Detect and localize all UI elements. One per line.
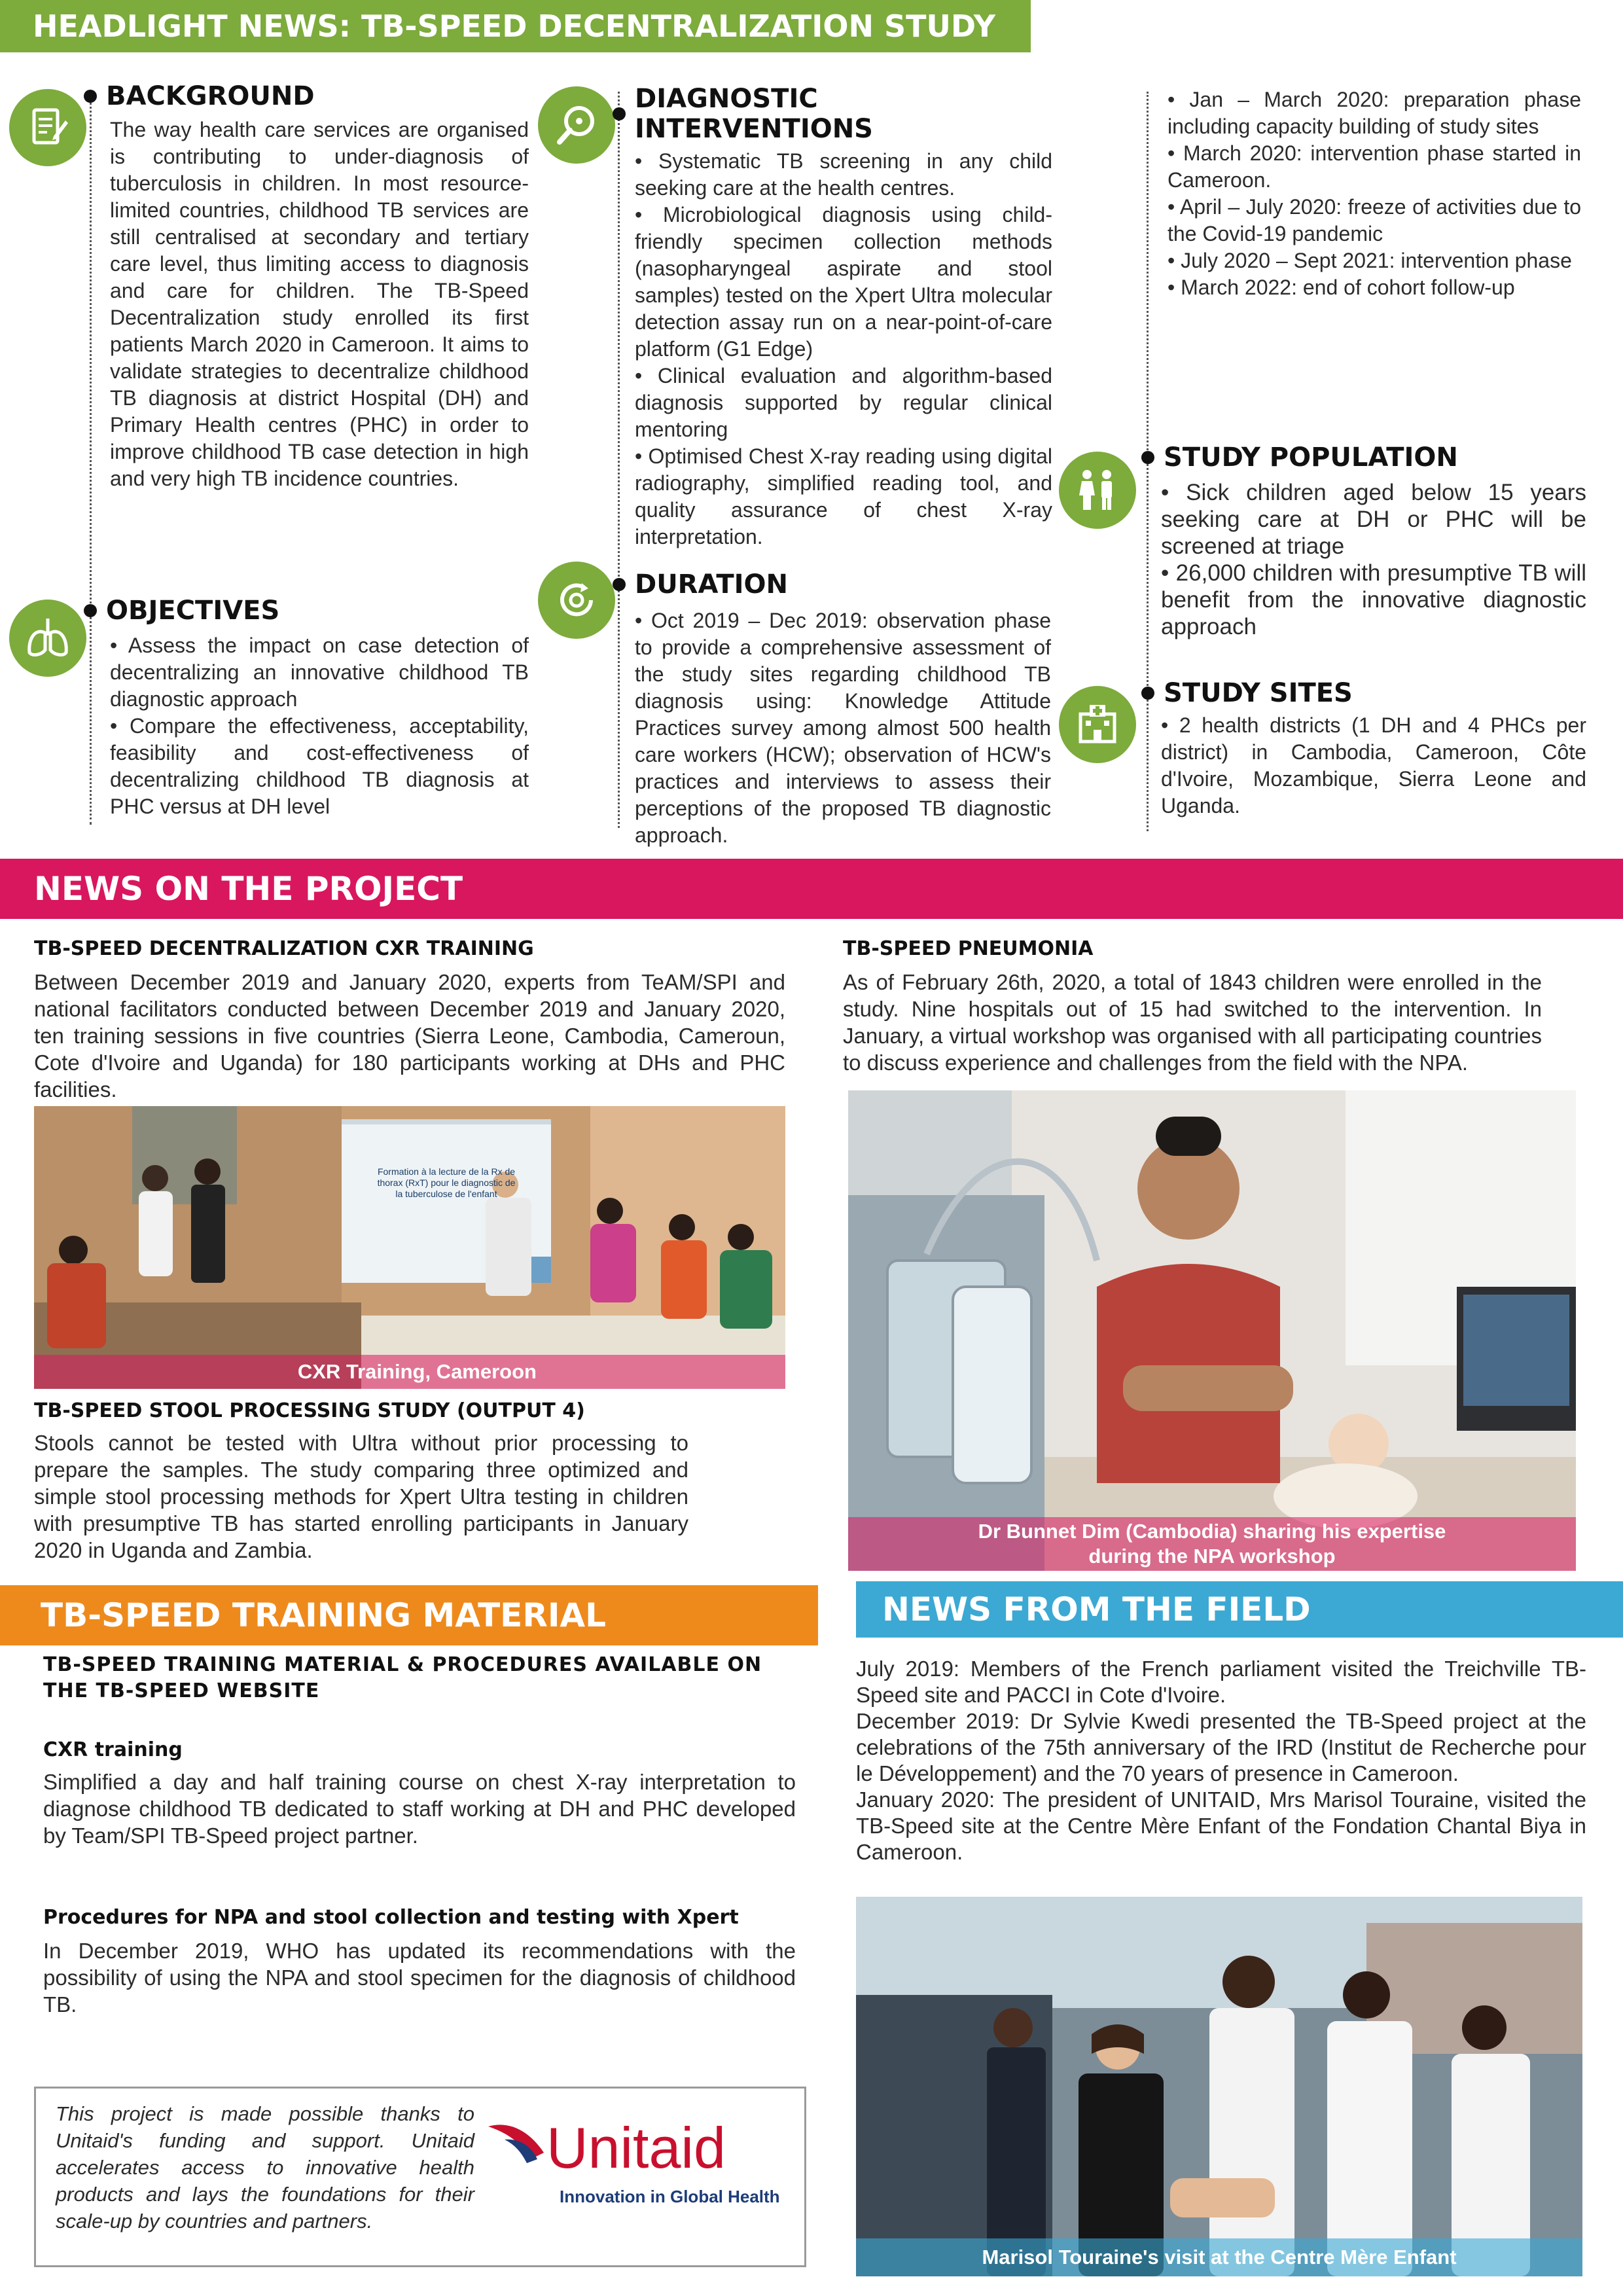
bullet-dot [1141,451,1154,464]
background-section [84,81,529,492]
field-news-text [856,1656,1586,1865]
sites-heading: STUDY SITES [1164,678,1353,708]
field-news-item: January 2020: The president of UNITAID, Mrs Marisol Touraine, visited the TB-Speed site at the Centre Mère Enfant of the Fondation Chantal Biya in Cameroon. [856,1787,1586,1864]
bullet-dot [84,90,97,103]
sites-item: • 2 health districts (1 DH and 4 PHCs per district) in Cambodia, Cameroon, Côte d'Ivoire, Mozambique, Sierra Leone and Uganda. [1161,713,1586,817]
population-heading: STUDY POPULATION [1164,442,1458,473]
clock-icon [538,562,615,639]
background-text: The way health care services are organised is contributing to under-diagnosis of tuberculosis in children. In most resource-limited countries, childhood TB services are still centralised at secondary and tertiary care level, thus limiting access to diagnosis and care for children. The TB-Speed Decentralization study enrolled its first patients March 2020 in Cameroon. It aims to validate strategies to decentralize childhood TB diagnosis at district Hospital (DH) and Primary Health centres (PHC) in order to improve childhood TB case detection in high and very high TB incidence countries. [110,118,529,490]
npa-workshop-photo [848,1090,1576,1571]
family-icon [1059,452,1136,529]
field-news-item: December 2019: Dr Sylvie Kwedi presented the TB-Speed project at the celebrations of the 75th anniversary of the IRD (Institut de Recherche pour le Développement) and the 70 years of presence in Cameroon. [856,1709,1586,1785]
diagnostic-item: • Clinical evaluation and algorithm-based diagnosis supported by regular clinical mentoring [635,364,1052,441]
bullet-dot [84,604,97,617]
cxr-training-material-text: Simplified a day and half training course on chest X-ray interpretation to diagnose childhood TB dedicated to staff working at DH and PHC developed by Team/SPI TB-Speed project partner. [43,1770,796,1848]
unitaid-logo-text: Unitaid [546,2115,726,2180]
headlight-banner [0,0,1031,52]
training-banner [0,1585,818,1645]
diagnostic-item: • Optimised Chest X-ray reading using digital radiography, simplified reading tool, and quality assurance of chest X-ray interpretation. [635,444,1052,548]
diagnostic-item: • Microbiological diagnosis using child-friendly specimen collection methods (nasopharyngeal aspirate and stool samples) tested on the Xpert Ultra molecular detection assay run on a near-point-of-care platform (G1 Edge) [635,203,1052,361]
marisol-touraine-visit-photo [856,1897,1582,2276]
npa-procedures-heading: Procedures for NPA and stool collection and testing with Xpert [43,1906,739,1929]
funding-text: This project is made possible thanks to Unitaid's funding and support. Unitaid accelerates access to innovative health products and lays the foundations for their scale-up by countries and partners. [56,2102,474,2233]
magnifier-icon [538,86,615,164]
bullet-dot [1141,687,1154,700]
cxr-training-heading: TB-SPEED DECENTRALIZATION CXR TRAINING [34,937,534,960]
slide-title: Formation à la lecture de la Rx de thorax (RxT) pour le diagnostic de la tuberculose de l'enfant [377,1166,516,1199]
population-item: • Sick children aged below 15 years seeking care at DH or PHC will be screened at triage [1161,480,1586,559]
npa-procedures-text: In December 2019, WHO has updated its recommendations with the possibility of using the NPA and stool specimen for the diagnosis of childhood TB. [43,1939,796,2017]
population-section [1141,442,1586,640]
news-title: NEWS ON THE PROJECT [34,870,463,908]
diagnostic-section [613,84,1052,550]
lungs-icon [9,600,86,677]
stool-study-text: Stools cannot be tested with Ultra without prior processing to prepare the samples. The study comparing three optimized and simple stool processing methods for Xpert Ultra testing in children with presumptive TB has started enrolling participants in January 2020 in Uganda and Zambia. [34,1431,688,1562]
npa-photo-caption [848,1517,1576,1571]
background-heading: BACKGROUND [106,81,315,111]
training-title: TB-SPEED TRAINING MATERIAL [41,1596,606,1634]
duration-item: • March 2022: end of cohort follow-up [1168,276,1515,299]
diagnostic-item: • Systematic TB screening in any child seeking care at the health centres. [635,149,1052,200]
bullet-dot [613,107,626,120]
unitaid-tagline: Innovation in Global Health [560,2187,780,2206]
objectives-heading: OBJECTIVES [106,596,280,626]
duration-col-b [1168,86,1581,301]
training-intro-heading: TB-SPEED TRAINING MATERIAL & PROCEDURES AVAILABLE ON THE TB-SPEED WEBSITE [43,1653,762,1702]
headlight-title: HEADLIGHT NEWS: TB-SPEED DECENTRALIZATION STUDY [33,9,996,44]
pneumonia-heading: TB-SPEED PNEUMONIA [843,937,1094,960]
funding-box [34,2087,806,2267]
visit-photo-caption: Marisol Touraine's visit at the Centre Mère Enfant [856,2238,1582,2276]
objectives-section [84,596,529,820]
duration-item: • April – July 2020: freeze of activities due to the Covid-19 pandemic [1168,195,1581,245]
duration-item: • July 2020 – Sept 2021: intervention phase [1168,249,1572,272]
field-title: NEWS FROM THE FIELD [882,1590,1311,1628]
duration-heading: DURATION [635,569,788,600]
diagnostic-heading: DIAGNOSTIC INTERVENTIONS [635,84,873,144]
npa-caption-line1: Dr Bunnet Dim (Cambodia) sharing his expertise [978,1520,1446,1543]
duration-item: • March 2020: intervention phase started in Cameroon. [1168,141,1581,192]
duration-item: • Oct 2019 – Dec 2019: observation phase to provide a comprehensive assessment of the study sites regarding childhood TB diagnosis using: Knowledge Attitude Practices survey among almost 500 health care workers (HCW); observation of HCW's practices and interviews to assess their perceptions of the proposed TB diagnostic approach. [635,609,1051,847]
stool-study-heading: TB-SPEED STOOL PROCESSING STUDY (OUTPUT 4) [34,1399,585,1422]
cxr-training-photo [34,1106,785,1389]
objective-item: • Assess the impact on case detection of decentralizing an innovative childhood TB diagnostic approach [110,634,529,711]
duration-item: • Jan – March 2020: preparation phase including capacity building of study sites [1168,88,1581,138]
bullet-dot [613,578,626,591]
pneumonia-text: As of February 26th, 2020, a total of 1843 children were enrolled in the study. Nine hospitals out of 15 had switched to the intervention. In January, a virtual workshop was organised with all participating countries to discuss experience and challenges from the field with the NPA. [843,970,1542,1075]
field-banner [856,1581,1623,1638]
duration-col-a [635,607,1051,849]
cxr-training-text: Between December 2019 and January 2020, experts from TeAM/SPI and national facilitators conducted between December 2019 and January 2020, ten training sessions in five countries (Sierra Leone, Cambodia, Cameroun, Cote d'Ivoire and Uganda) for 180 participants working at DHs and PHC facilities. [34,970,785,1102]
objective-item: • Compare the effectiveness, acceptability, feasibility and cost-effectiveness of decentralizing childhood TB diagnosis at PHC versus at DH level [110,714,529,818]
npa-caption-line2: during the NPA workshop [1088,1545,1336,1568]
population-item: • 26,000 children with presumptive TB will benefit from the innovative diagnostic approach [1161,560,1586,639]
sites-section [1141,678,1586,819]
document-icon [9,89,86,166]
field-news-item: July 2019: Members of the French parliament visited the Treichville TB-Speed site and PACCI in Cote d'Ivoire. [856,1657,1586,1707]
hospital-icon [1059,686,1136,763]
cxr-training-material-heading: CXR training [43,1738,183,1761]
cxr-photo-caption: CXR Training, Cameroon [34,1355,785,1389]
news-banner [0,859,1623,919]
